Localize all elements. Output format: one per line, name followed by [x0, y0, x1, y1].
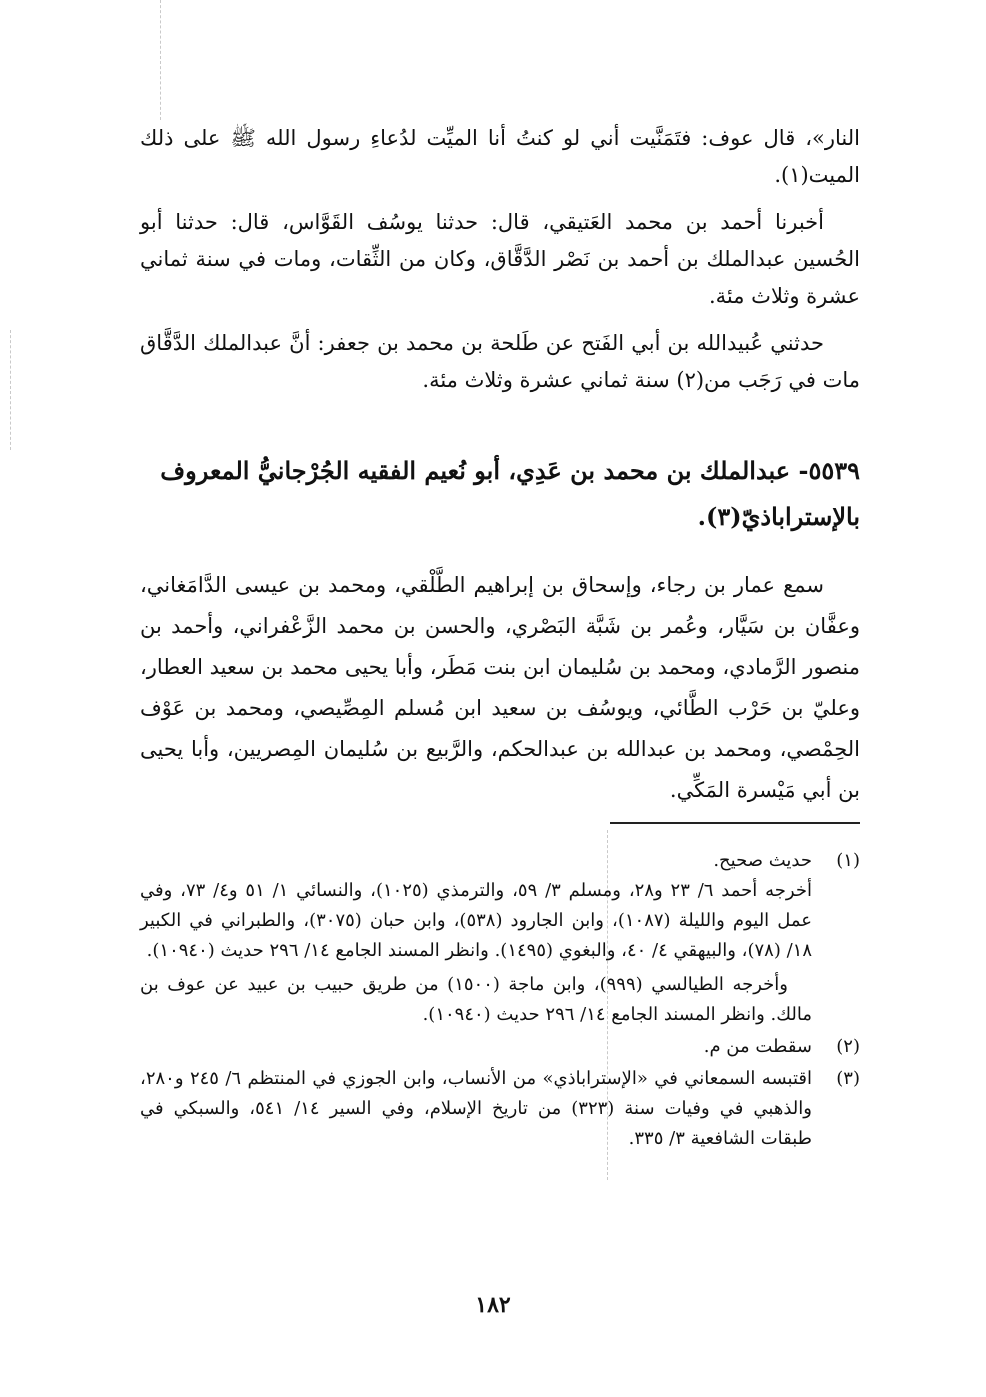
footnote-1	[140, 846, 860, 876]
footnote-text: حديث صحيح.	[713, 850, 812, 871]
footnote-1-continuation: أخرجه أحمد ٦/ ٢٣ و٢٨، ومسلم ٣/ ٥٩، والترمذي (١٠٢٥)، والنسائي ١/ ٥١ و٤/ ٧٣، وفي عمل اليوم والليلة (١٠٨٧)، وابن الجارود (٥٣٨)، وابن حبان (٣٠٧٥)، والطبراني في الكبير ١٨/ (٧٨)، والبيهقي ٤/ ٤٠، والبغوي (١٤٩٥). وانظر المسند الجامع ١٤/ ٢٩٦ حديث (١٠٩٤٠).	[140, 880, 812, 961]
body-text-entry	[140, 565, 860, 811]
body-text-top	[140, 120, 860, 399]
footnote-text: اقتبسه السمعاني في «الإستراباذي» من الأنساب، وابن الجوزي في المنتظم ٦/ ٢٤٥ و٢٨٠، والذهبي في وفيات سنة (٣٢٣) من تاريخ الإسلام، وفي السير ١٤/ ٥٤١، والسبكي في طبقات الشافعية ٣/ ٣٣٥.	[140, 1068, 812, 1149]
footnote-text: سقطت من م.	[703, 1036, 812, 1057]
footnotes	[140, 846, 860, 1154]
entry-body: سمع عمار بن رجاء، وإسحاق بن إبراهيم الطَّلْقي، ومحمد بن عيسى الدَّامَغاني، وعفَّان بن سَيَّار، وعُمر بن شَبَّة البَصْري، والحسن بن محمد الزَّعْفراني، وأحمد بن منصور الرَّمادي، ومحمد بن سُليمان ابن بنت مَطَر، وأبا يحيى محمد بن سعيد العطار، وعليّ بن حَرْب الطَّائي، ويوسُف بن سعيد ابن مُسلم المِصِّيصي، ومحمد بن عَوْف الحِمْصي، ومحمد بن عبدالله بن عبدالحكم، والرَّبيع بن سُليمان المِصريين، وأبا يحيى بن أبي مَيْسرة المَكِّي.	[140, 573, 860, 802]
page-number: ١٨٢	[475, 1292, 511, 1318]
entry-heading: ٥٥٣٩- عبدالملك بن محمد بن عَدِي، أبو نُعيم الفقيه الجُرْجانيُّ المعروف بالإستراباذيّ(٣).	[160, 456, 860, 531]
footnote-2	[140, 1032, 860, 1062]
footnote-number: (٢)	[836, 1036, 860, 1057]
footnote-number: (١)	[836, 850, 860, 871]
footnote-3	[140, 1064, 860, 1154]
paragraph-2: أخبرنا أحمد بن محمد العَتيقي، قال: حدثنا يوسُف القَوَّاس، قال: حدثنا أبو الحُسين عبدالملك بن أحمد بن نَصْر الدَّقَّاق، وكان من الثِّقات، ومات في سنة ثماني عشرة وثلاث مئة.	[140, 210, 860, 308]
footnote-separator	[610, 822, 860, 824]
footnote-number: (٣)	[836, 1068, 860, 1089]
paragraph-3: حدثني عُبيدالله بن أبي الفَتح عن طَلحة بن محمد بن جعفر: أنَّ عبدالملك الدَّقَّاق مات في رَجَب من(٢) سنة ثماني عشرة وثلاث مئة.	[140, 331, 860, 392]
paragraph-1: النار»، قال عوف: فتَمَنَّيت أني لو كنتُ أنا الميِّت لدُعاءِ رسول الله ﷺ على ذلك الميت(١).	[140, 126, 860, 187]
fold-line-left	[10, 330, 11, 450]
fold-line-top	[160, 0, 161, 120]
footnote-1-continuation-2: وأخرجه الطيالسي (٩٩٩)، وابن ماجة (١٥٠٠) من طريق حبيب بن عبيد عن عوف بن مالك. وانظر المسند الجامع ١٤/ ٢٩٦ حديث (١٠٩٤٠).	[140, 974, 812, 1025]
